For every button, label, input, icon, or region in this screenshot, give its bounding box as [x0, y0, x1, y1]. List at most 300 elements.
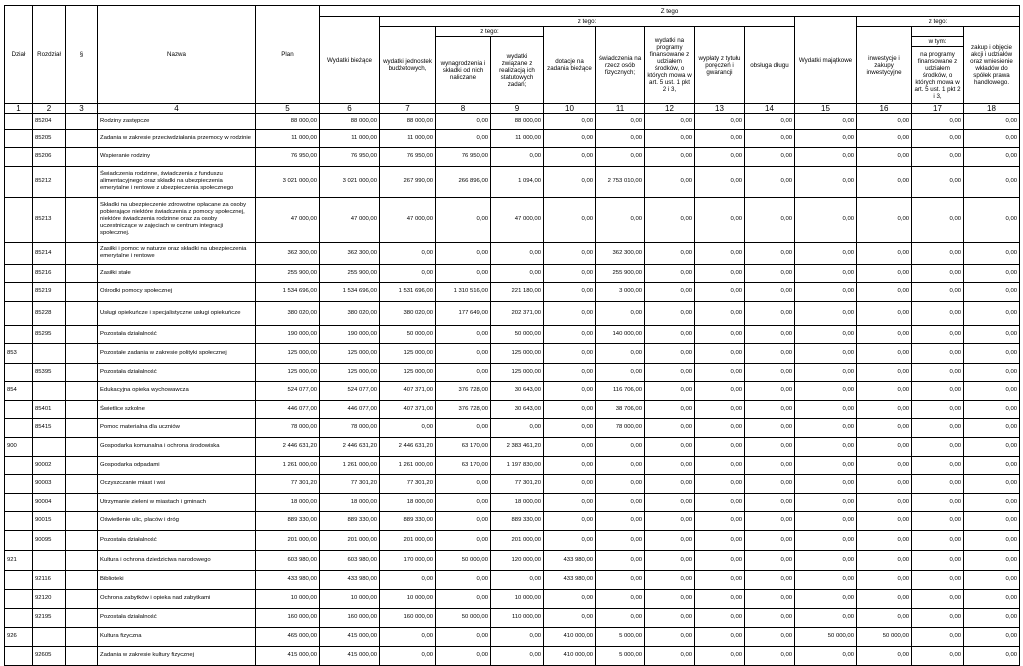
amount-cell: 125 000,00 — [491, 363, 544, 381]
amount-cell: 201 000,00 — [256, 530, 320, 550]
amount-cell: 0,00 — [596, 550, 645, 570]
amount-cell: 0,00 — [544, 166, 596, 197]
amount-cell: 0,00 — [857, 474, 912, 493]
rozdzial-cell: 85212 — [33, 166, 66, 197]
amount-cell: 10 000,00 — [380, 589, 436, 608]
amount-cell: 0,00 — [745, 437, 795, 456]
amount-cell: 0,00 — [491, 147, 544, 166]
amount-cell: 125 000,00 — [380, 343, 436, 363]
amount-cell: 415 000,00 — [320, 646, 380, 665]
amount-cell: 0,00 — [380, 570, 436, 589]
amount-cell: 0,00 — [912, 589, 964, 608]
nazwa-cell: Zadania w zakresie kultury fizycznej — [98, 646, 256, 665]
amount-cell: 0,00 — [645, 550, 695, 570]
amount-cell: 0,00 — [436, 114, 491, 130]
amount-cell: 0,00 — [857, 114, 912, 130]
amount-cell: 0,00 — [912, 418, 964, 437]
amount-cell: 0,00 — [596, 456, 645, 474]
paragraf-cell — [66, 550, 98, 570]
amount-cell: 0,00 — [596, 114, 645, 130]
amount-cell: 0,00 — [695, 530, 745, 550]
amount-cell: 0,00 — [436, 264, 491, 282]
amount-cell: 160 000,00 — [320, 608, 380, 627]
amount-cell: 1 531 696,00 — [380, 282, 436, 301]
amount-cell: 0,00 — [645, 437, 695, 456]
amount-cell: 0,00 — [857, 400, 912, 418]
amount-cell: 0,00 — [380, 646, 436, 665]
rozdzial-cell: 85206 — [33, 147, 66, 166]
amount-cell: 11 000,00 — [380, 129, 436, 147]
paragraf-cell — [66, 129, 98, 147]
amount-cell: 0,00 — [964, 400, 1020, 418]
amount-cell: 0,00 — [544, 400, 596, 418]
nazwa-cell: Kultura i ochrona dziedzictwa narodowego — [98, 550, 256, 570]
amount-cell: 0,00 — [544, 474, 596, 493]
amount-cell: 18 000,00 — [320, 493, 380, 511]
amount-cell: 202 371,00 — [491, 301, 544, 325]
amount-cell: 0,00 — [436, 197, 491, 242]
amount-cell: 0,00 — [795, 418, 857, 437]
amount-cell: 0,00 — [544, 197, 596, 242]
amount-cell: 0,00 — [645, 493, 695, 511]
amount-cell: 255 900,00 — [320, 264, 380, 282]
paragraf-cell — [66, 570, 98, 589]
dzial-cell — [5, 147, 33, 166]
amount-cell: 889 330,00 — [256, 511, 320, 530]
amount-cell: 0,00 — [964, 343, 1020, 363]
amount-cell: 18 000,00 — [380, 493, 436, 511]
amount-cell: 0,00 — [544, 242, 596, 264]
amount-cell: 0,00 — [745, 197, 795, 242]
amount-cell: 0,00 — [795, 608, 857, 627]
table-row — [5, 400, 1020, 418]
amount-cell: 0,00 — [795, 589, 857, 608]
amount-cell: 0,00 — [645, 282, 695, 301]
amount-cell: 0,00 — [745, 301, 795, 325]
header-wydatki-zwiazane: wydatki związane z realizacją ich statutowych zadań; — [491, 37, 544, 104]
rozdzial-cell: 92195 — [33, 608, 66, 627]
amount-cell: 0,00 — [436, 530, 491, 550]
amount-cell: 0,00 — [795, 147, 857, 166]
header-z-tego-top: Z tego — [320, 6, 1020, 17]
amount-cell: 3 021 000,00 — [320, 166, 380, 197]
amount-cell: 76 950,00 — [256, 147, 320, 166]
amount-cell: 0,00 — [964, 418, 1020, 437]
amount-cell: 11 000,00 — [491, 129, 544, 147]
amount-cell: 0,00 — [964, 608, 1020, 627]
table-row — [5, 418, 1020, 437]
amount-cell: 0,00 — [964, 129, 1020, 147]
amount-cell: 0,00 — [645, 242, 695, 264]
amount-cell: 0,00 — [695, 570, 745, 589]
amount-cell: 5 000,00 — [596, 646, 645, 665]
nazwa-cell: Biblioteki — [98, 570, 256, 589]
amount-cell: 0,00 — [695, 264, 745, 282]
amount-cell: 0,00 — [695, 437, 745, 456]
column-number: 10 — [544, 104, 596, 114]
amount-cell: 0,00 — [857, 282, 912, 301]
column-number: 13 — [695, 104, 745, 114]
amount-cell: 0,00 — [795, 197, 857, 242]
rozdzial-cell: 85415 — [33, 418, 66, 437]
rozdzial-cell: 85219 — [33, 282, 66, 301]
amount-cell: 0,00 — [795, 325, 857, 343]
amount-cell: 465 000,00 — [256, 627, 320, 646]
amount-cell: 0,00 — [436, 474, 491, 493]
amount-cell: 267 990,00 — [380, 166, 436, 197]
nazwa-cell: Pozostała działalność — [98, 608, 256, 627]
dzial-cell — [5, 456, 33, 474]
amount-cell: 50 000,00 — [491, 325, 544, 343]
amount-cell: 0,00 — [745, 166, 795, 197]
column-number: 16 — [857, 104, 912, 114]
amount-cell: 0,00 — [912, 627, 964, 646]
amount-cell: 0,00 — [912, 550, 964, 570]
amount-cell: 0,00 — [795, 456, 857, 474]
paragraf-cell — [66, 646, 98, 665]
column-number-row — [5, 104, 1020, 114]
amount-cell: 78 000,00 — [596, 418, 645, 437]
amount-cell: 0,00 — [964, 282, 1020, 301]
amount-cell: 0,00 — [544, 264, 596, 282]
rozdzial-cell: 90004 — [33, 493, 66, 511]
amount-cell: 0,00 — [436, 589, 491, 608]
amount-cell: 0,00 — [436, 129, 491, 147]
amount-cell: 0,00 — [544, 437, 596, 456]
header-rozdzial: Rozdział — [33, 6, 66, 104]
column-number: 7 — [380, 104, 436, 114]
amount-cell: 0,00 — [745, 646, 795, 665]
amount-cell: 362 300,00 — [596, 242, 645, 264]
amount-cell: 0,00 — [596, 608, 645, 627]
amount-cell: 0,00 — [964, 363, 1020, 381]
amount-cell: 0,00 — [964, 166, 1020, 197]
amount-cell: 0,00 — [544, 325, 596, 343]
amount-cell: 380 020,00 — [256, 301, 320, 325]
amount-cell: 0,00 — [436, 343, 491, 363]
header-obsluga-dlugu: obsługa długu — [745, 27, 795, 104]
amount-cell: 2 446 631,20 — [256, 437, 320, 456]
rozdzial-cell: 85214 — [33, 242, 66, 264]
dzial-cell: 900 — [5, 437, 33, 456]
amount-cell: 0,00 — [695, 550, 745, 570]
amount-cell: 407 371,00 — [380, 381, 436, 400]
amount-cell: 0,00 — [745, 530, 795, 550]
dzial-cell — [5, 511, 33, 530]
rozdzial-cell: 90002 — [33, 456, 66, 474]
nazwa-cell: Zasiłki i pomoc w naturze oraz składki na ubezpieczenia emerytalne i rentowe — [98, 242, 256, 264]
amount-cell: 2 753 010,00 — [596, 166, 645, 197]
nazwa-cell: Oczyszczanie miast i wsi — [98, 474, 256, 493]
header-na-programy: na programy finansowane z udziałem środków, o których mowa w art. 5 ust. 1 pkt 2 i 3, — [912, 47, 964, 104]
amount-cell: 30 643,00 — [491, 381, 544, 400]
amount-cell: 30 643,00 — [491, 400, 544, 418]
amount-cell: 0,00 — [596, 437, 645, 456]
amount-cell: 0,00 — [857, 570, 912, 589]
amount-cell: 0,00 — [645, 627, 695, 646]
column-number: 15 — [795, 104, 857, 114]
dzial-cell — [5, 242, 33, 264]
amount-cell: 433 980,00 — [544, 550, 596, 570]
amount-cell: 0,00 — [857, 511, 912, 530]
nazwa-cell: Usługi opiekuńcze i specjalistyczne usługi opiekuńcze — [98, 301, 256, 325]
amount-cell: 47 000,00 — [256, 197, 320, 242]
amount-cell: 0,00 — [380, 264, 436, 282]
amount-cell: 0,00 — [596, 301, 645, 325]
paragraf-cell — [66, 114, 98, 130]
amount-cell: 0,00 — [857, 147, 912, 166]
amount-cell: 0,00 — [795, 129, 857, 147]
amount-cell: 0,00 — [491, 570, 544, 589]
amount-cell: 0,00 — [964, 511, 1020, 530]
header-z-tego-mid: z tego: — [380, 17, 795, 27]
amount-cell: 0,00 — [695, 242, 745, 264]
amount-cell: 10 000,00 — [491, 589, 544, 608]
amount-cell: 0,00 — [695, 511, 745, 530]
amount-cell: 0,00 — [645, 474, 695, 493]
amount-cell: 77 301,20 — [256, 474, 320, 493]
amount-cell: 0,00 — [745, 400, 795, 418]
amount-cell: 0,00 — [380, 418, 436, 437]
amount-cell: 221 180,00 — [491, 282, 544, 301]
amount-cell: 0,00 — [912, 437, 964, 456]
amount-cell: 0,00 — [436, 242, 491, 264]
amount-cell: 77 301,20 — [380, 474, 436, 493]
amount-cell: 0,00 — [857, 418, 912, 437]
budget-table — [4, 5, 1020, 666]
amount-cell: 0,00 — [795, 114, 857, 130]
header-wyplaty: wypłaty z tytułu poręczeń i gwarancji — [695, 27, 745, 104]
amount-cell: 433 980,00 — [256, 570, 320, 589]
dzial-cell — [5, 418, 33, 437]
amount-cell: 0,00 — [491, 418, 544, 437]
amount-cell: 0,00 — [745, 381, 795, 400]
amount-cell: 3 021 000,00 — [256, 166, 320, 197]
amount-cell: 0,00 — [912, 511, 964, 530]
dzial-cell — [5, 400, 33, 418]
paragraf-cell — [66, 381, 98, 400]
amount-cell: 0,00 — [795, 282, 857, 301]
nazwa-cell: Ochrona zabytków i opieka nad zabytkami — [98, 589, 256, 608]
amount-cell: 0,00 — [912, 282, 964, 301]
amount-cell: 0,00 — [645, 325, 695, 343]
amount-cell: 50 000,00 — [795, 627, 857, 646]
dzial-cell — [5, 301, 33, 325]
amount-cell: 0,00 — [912, 400, 964, 418]
paragraf-cell — [66, 147, 98, 166]
nazwa-cell: Zasiłki stałe — [98, 264, 256, 282]
header-wynagrodzenia: wynagrodzenia i składki od nich naliczane — [436, 37, 491, 104]
paragraf-cell — [66, 166, 98, 197]
amount-cell: 0,00 — [964, 646, 1020, 665]
amount-cell: 0,00 — [857, 197, 912, 242]
amount-cell: 0,00 — [596, 474, 645, 493]
amount-cell: 0,00 — [645, 197, 695, 242]
dzial-cell — [5, 264, 33, 282]
dzial-cell — [5, 530, 33, 550]
amount-cell: 1 310 516,00 — [436, 282, 491, 301]
amount-cell: 0,00 — [596, 363, 645, 381]
dzial-cell — [5, 608, 33, 627]
amount-cell: 376 728,00 — [436, 400, 491, 418]
rozdzial-cell: 85401 — [33, 400, 66, 418]
table-row — [5, 589, 1020, 608]
amount-cell: 0,00 — [912, 264, 964, 282]
amount-cell: 88 000,00 — [491, 114, 544, 130]
amount-cell: 2 383 461,20 — [491, 437, 544, 456]
amount-cell: 0,00 — [745, 550, 795, 570]
nazwa-cell: Gospodarka odpadami — [98, 456, 256, 474]
amount-cell: 0,00 — [745, 343, 795, 363]
paragraf-cell — [66, 511, 98, 530]
amount-cell: 0,00 — [695, 608, 745, 627]
column-number: 18 — [964, 104, 1020, 114]
amount-cell: 11 000,00 — [256, 129, 320, 147]
amount-cell: 0,00 — [645, 343, 695, 363]
amount-cell: 2 446 631,20 — [380, 437, 436, 456]
amount-cell: 0,00 — [912, 456, 964, 474]
amount-cell: 0,00 — [436, 570, 491, 589]
amount-cell: 0,00 — [964, 493, 1020, 511]
amount-cell: 0,00 — [857, 325, 912, 343]
amount-cell: 10 000,00 — [256, 589, 320, 608]
nazwa-cell: Utrzymanie zieleni w miastach i gminach — [98, 493, 256, 511]
amount-cell: 415 000,00 — [320, 627, 380, 646]
amount-cell: 0,00 — [795, 264, 857, 282]
amount-cell: 160 000,00 — [256, 608, 320, 627]
amount-cell: 889 330,00 — [380, 511, 436, 530]
amount-cell: 0,00 — [912, 493, 964, 511]
amount-cell: 433 980,00 — [320, 570, 380, 589]
amount-cell: 50 000,00 — [436, 550, 491, 570]
header-zakup-akcji: zakup i objęcie akcji i udziałów oraz wniesienie wkładów do spółek prawa handlowego. — [964, 27, 1020, 104]
amount-cell: 0,00 — [745, 325, 795, 343]
table-row — [5, 325, 1020, 343]
amount-cell: 0,00 — [912, 646, 964, 665]
dzial-cell: 921 — [5, 550, 33, 570]
amount-cell: 0,00 — [964, 437, 1020, 456]
amount-cell: 407 371,00 — [380, 400, 436, 418]
amount-cell: 380 020,00 — [380, 301, 436, 325]
amount-cell: 0,00 — [857, 264, 912, 282]
table-row — [5, 301, 1020, 325]
amount-cell: 524 077,00 — [320, 381, 380, 400]
amount-cell: 0,00 — [964, 589, 1020, 608]
column-number: 12 — [645, 104, 695, 114]
paragraf-cell — [66, 530, 98, 550]
paragraf-cell — [66, 242, 98, 264]
amount-cell: 0,00 — [745, 242, 795, 264]
amount-cell: 0,00 — [857, 646, 912, 665]
amount-cell: 63 170,00 — [436, 437, 491, 456]
amount-cell: 0,00 — [964, 627, 1020, 646]
amount-cell: 0,00 — [436, 363, 491, 381]
amount-cell: 201 000,00 — [380, 530, 436, 550]
amount-cell: 0,00 — [645, 166, 695, 197]
nazwa-cell: Świetlice szkolne — [98, 400, 256, 418]
amount-cell: 0,00 — [912, 381, 964, 400]
table-row — [5, 437, 1020, 456]
nazwa-cell: Pozostała działalność — [98, 530, 256, 550]
amount-cell: 0,00 — [695, 474, 745, 493]
amount-cell: 433 980,00 — [544, 570, 596, 589]
amount-cell: 0,00 — [795, 474, 857, 493]
dzial-cell — [5, 325, 33, 343]
amount-cell: 0,00 — [544, 114, 596, 130]
amount-cell: 0,00 — [695, 381, 745, 400]
amount-cell: 0,00 — [695, 325, 745, 343]
amount-cell: 201 000,00 — [491, 530, 544, 550]
rozdzial-cell: 92120 — [33, 589, 66, 608]
amount-cell: 0,00 — [795, 242, 857, 264]
amount-cell: 0,00 — [645, 400, 695, 418]
amount-cell: 0,00 — [912, 363, 964, 381]
amount-cell: 0,00 — [596, 147, 645, 166]
paragraf-cell — [66, 589, 98, 608]
paragraf-cell — [66, 197, 98, 242]
amount-cell: 0,00 — [695, 114, 745, 130]
amount-cell: 0,00 — [491, 627, 544, 646]
amount-cell: 889 330,00 — [320, 511, 380, 530]
amount-cell: 0,00 — [695, 400, 745, 418]
amount-cell: 0,00 — [964, 550, 1020, 570]
amount-cell: 0,00 — [645, 301, 695, 325]
nazwa-cell: Gospodarka komunalna i ochrona środowiska — [98, 437, 256, 456]
amount-cell: 0,00 — [436, 627, 491, 646]
paragraf-cell — [66, 264, 98, 282]
amount-cell: 76 950,00 — [436, 147, 491, 166]
amount-cell: 415 000,00 — [256, 646, 320, 665]
amount-cell: 0,00 — [795, 550, 857, 570]
column-number: 4 — [98, 104, 256, 114]
amount-cell: 0,00 — [645, 264, 695, 282]
amount-cell: 0,00 — [857, 129, 912, 147]
nazwa-cell: Ośrodki pomocy społecznej — [98, 282, 256, 301]
table-row — [5, 197, 1020, 242]
table-row — [5, 381, 1020, 400]
amount-cell: 78 000,00 — [256, 418, 320, 437]
header-paragraf: § — [66, 6, 98, 104]
table-row — [5, 147, 1020, 166]
amount-cell: 0,00 — [544, 418, 596, 437]
amount-cell: 0,00 — [436, 511, 491, 530]
amount-cell: 0,00 — [795, 166, 857, 197]
amount-cell: 255 900,00 — [596, 264, 645, 282]
amount-cell: 0,00 — [544, 129, 596, 147]
amount-cell: 446 077,00 — [256, 400, 320, 418]
amount-cell: 0,00 — [695, 646, 745, 665]
amount-cell: 380 020,00 — [320, 301, 380, 325]
amount-cell: 0,00 — [544, 589, 596, 608]
amount-cell: 0,00 — [695, 147, 745, 166]
amount-cell: 0,00 — [912, 129, 964, 147]
amount-cell: 160 000,00 — [380, 608, 436, 627]
dzial-cell: 854 — [5, 381, 33, 400]
rozdzial-cell: 92605 — [33, 646, 66, 665]
amount-cell: 170 000,00 — [380, 550, 436, 570]
amount-cell: 0,00 — [964, 147, 1020, 166]
amount-cell: 0,00 — [745, 589, 795, 608]
amount-cell: 0,00 — [380, 627, 436, 646]
column-number: 1 — [5, 104, 33, 114]
amount-cell: 0,00 — [695, 589, 745, 608]
nazwa-cell: Pomoc materialna dla uczniów — [98, 418, 256, 437]
amount-cell: 125 000,00 — [256, 343, 320, 363]
amount-cell: 0,00 — [795, 437, 857, 456]
amount-cell: 190 000,00 — [320, 325, 380, 343]
table-row — [5, 114, 1020, 130]
amount-cell: 0,00 — [596, 530, 645, 550]
